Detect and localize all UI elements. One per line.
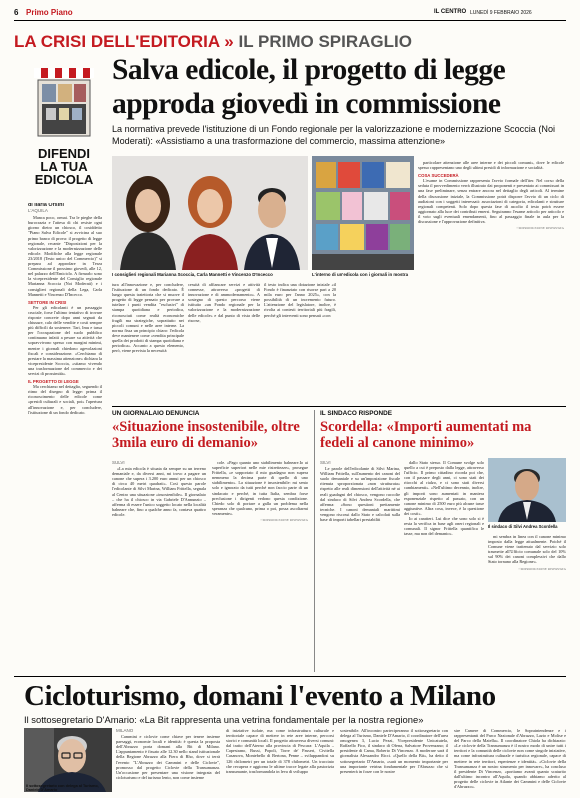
main-article-col-4: il testo indica una dotazione iniziale «il Fondo è finanziato con risorse pari a 20 mila euro per l'anno 2025», con la possibilità di un incremento futuro. L'attenzione del legislatore, inoltre, è rivolta ai contesti territoriali più fragili, perché gli interventi sono pensati «con bbox=[264, 282, 336, 318]
sindaco-credit: ©RIPRODUZIONE RISERVATA bbox=[518, 566, 566, 571]
newsstand-photo-caption: L'interno di un'edicola con i giornali in mostra bbox=[312, 272, 409, 277]
newsstand-interior-photo bbox=[312, 156, 414, 270]
kicker-left: LA CRISI DELL'EDITORIA bbox=[14, 32, 220, 51]
kicker bbox=[14, 32, 566, 52]
denuncia-dateline: SULVI bbox=[112, 460, 125, 465]
denuncia-col-a bbox=[112, 460, 206, 672]
newspaper-name: IL CENTRO bbox=[434, 9, 467, 15]
sindaco-paragraph-b: dallo Stato stesso. Il Comune svolge solo quello a cui è preposto dalla legge, attraverso l'ufficio. Il primo cittadino ricorda poi che, con il passare degli anni, ci sono stati dei ritocchi al rialzo, e ci sono stati diversi cambiamenti». «Nell'ultimo decennio, inoltre, gli importi sono aumentati in maniera esponenziale rispetto al passato, con un canone minimo di 2500 euro più alcune tasse aggiuntive. Altra cosa, invece, è la questione dei costi». bbox=[404, 460, 484, 516]
cicloturismo-subhead: Il sottosegretario D'Amario: «La Bit rappresenta una vetrina fondamentale per la nostra regione» bbox=[24, 714, 424, 725]
councillors-photo-caption: I consiglieri regionali Marianna Scoccia, Carla Mannetti e Vincenzo D'Incecco bbox=[112, 272, 273, 277]
sindaco-headline: Scordella: «Importi aumentati ma fedeli al canone minimo» bbox=[320, 419, 532, 451]
page-number: 6 bbox=[14, 8, 19, 17]
main-article-col-5 bbox=[418, 160, 564, 400]
col-5-paragraph-1: particolare attenzione alle aree interne e dei piccoli comuni», dove le edicole spesso rappresentano uno degli ultimi presidi di informazione e socialità. bbox=[418, 160, 564, 171]
badge-line-1: DIFENDI bbox=[38, 146, 90, 161]
cicloturismo-col-c: sostenibile. All'incontro parteciperanno il sottosegretario con delega al Turismo, Daniele D'Amario, il coordinatore dell'area omogenea 3, Lucio Pezzi, Vicepresidente Unicatutela, Raffaello Fico, il sindaco di Ofena, Salvatore Provenzano; il presidente di Cama, Roberto Di Vincenzo. A moderare sarà il giornalista Alessandro Ricci. «Quello della Bit», ha detto il sottosegretario D'Amario, «sarà un momento importante per una importante vetrina fondamentale per l'Abruzzo che si presenterà in forze con le nostre bbox=[340, 728, 448, 774]
denuncia-col-b bbox=[212, 460, 308, 672]
main-article-col-1 bbox=[28, 203, 102, 673]
newsstand-icon bbox=[28, 58, 100, 140]
sindaco-kicker: IL SINDACO RISPONDE bbox=[320, 410, 392, 417]
vertical-rule bbox=[314, 410, 315, 672]
mid-rule bbox=[112, 406, 566, 407]
councillors-photo bbox=[112, 156, 308, 270]
main-article-col-2: tura all'innovazione e, per concludere, l'istituzione di un fondo dedicato. È lungo questa traiettoria che si muove il progetto di legge pensato per provare a tutelare i punti vendita "esclusivi" di stampa quotidiana e periodica, riconosciuti come realtà economiche fragili ma strategiche, soprattutto nei piccoli comuni e nelle aree interne. La norma fissa un principio chiaro: l'edicola deve mantenere come «vendita principale quella dei prodotti di stampa quotidiana e periodica». Accanto a questo elemento, però, viene prevista la necessità bbox=[112, 282, 184, 354]
section-name: Primo Piano bbox=[26, 8, 73, 17]
sindaco-dateline: SILVI bbox=[320, 460, 331, 465]
badge-line-3: EDICOLA bbox=[34, 172, 94, 187]
denuncia-headline: «Situazione insostenibile, oltre 3mila euro di demanio» bbox=[112, 419, 300, 451]
damario-photo bbox=[24, 728, 112, 792]
kicker-separator: » bbox=[224, 32, 234, 51]
cicloturismo-paragraph-a: Cammini e ciclovie come chiave per tenere insieme paesaggi, economie locali e identità: è questa la proposta dell'Abruzzo porta domani alla Bit di Milano. L'appuntamento è fissato alle 12.30 nello stand istituzionale della Regione Abruzzo alla Fiera di Rho, dove si terrà l'evento "L'Abruzzo dei Cammini e delle Ciclovie", promosso dal progetto Ciclovie della Transumanza. Un'occasione per presentare una visione integrata del cicloturismo e del turismo lento, non come insieme bbox=[116, 734, 220, 780]
col-1-section-label: SETTORE IN CRISI bbox=[28, 299, 67, 305]
byline: di Ilaria Orsini bbox=[28, 203, 64, 208]
col-1-paragraph-2: Per gli edicolanti è un passaggio cruciale, forse l'ultimo tentativo di trovare risposte concrete dopo anni segnati da chiusure, calo delle vendite e costi sempre più difficili da sostenere. Tari, Imu e tassa per l'occupazione del suolo pubblico continuano infatti a pesare su attività che sopravvivono spesso con margini minimi, mentre i giornali chiedono agevolazioni fiscali e considerazione. «Cerchiamo di prestare la massima attenzione» dichiara la vicepresidente Scoccia, «stiamo vivendo una trasformazione del commercio e dei servizi di prossimità». bbox=[28, 304, 102, 376]
denuncia-paragraph-b: cole. «Pago quanto uno stabilimento balneare.Io ai superficie superiori nelle mie ristrettezze», prosegue Frittella, «e sopportato il mio guadagno non supera nemmeno la decima parte di quello di uno stabilimento». La situazione è insostenibile: mi sento solo e ignorato da tutti perché non faccio parte di un sindacato e perché, in tutta Italia, sembra forse preclusione i dirigenti vedono questa condizione. Chiedo solo di portare a galla un problema nella speranza che qualcuno, prima o poi, possa ascoltarmi veramente». bbox=[212, 460, 308, 516]
mayor-photo bbox=[488, 458, 566, 522]
sindaco-col-b bbox=[404, 460, 484, 672]
issue-date: LUNEDÌ 9 FEBBRAIO 2026 bbox=[470, 9, 532, 16]
kicker-right: IL PRIMO SPIRAGLIO bbox=[238, 32, 412, 51]
denuncia-paragraph-a: «La mia edicola è situata da sempre su un terreno demaniale e, da diversi anni, mi trovo a pagare un canone che supera i 3.200 euro annui per un chiosco di circa 40 metri quadrati». Così questo parole l'edicolante di Silvi Marina, William Frittella, segnala al Centro una situazione «insostenibile». Il giornalaio – che ha il chiosco in via Gabriele D'Annunzio – afferma di essere l'unico soggetto locato nella località balneare che, fino a qualche anno fa, contava quattro edicole. bbox=[112, 466, 206, 517]
cicloturismo-col-b: di iniziative isolate, ma come infrastruttura culturale e territoriale capace di mettere in rete aree interne, percorsi storici e comunità locali. Il progetto attraversa diversi comuni: dal tratto dell'Aterno alla provincia di Pescara: L'Aquila – Capestrano, Bussi, Popoli, Torre de' Passeri, Civitella Casanova, Montebello di Bertona, Penne – sviluppandosi su 126 chilometri per un totale di 378 chilometri. Un tracciato che recupera e aggiorna le ultime tracce legate alla pastorizia transumante, trasformandola in leva di sviluppo bbox=[226, 728, 334, 774]
mayor-photo-caption: Il sindaco di Silvi Andrea Scordella bbox=[488, 524, 558, 529]
col-1-section-label-2: IL PROGETTO DI LEGGE bbox=[28, 379, 79, 385]
badge-line-2: LA TUA bbox=[40, 159, 88, 174]
main-headline-1: Salva edicole, il progetto di legge bbox=[112, 54, 506, 86]
sindaco-paragraph-c: Io ai caratteri. Lui dice che sono solo si è resta la verifica in base agli oneri regionali e comunali. Il signor Frittella quantifica le tasse, ma non del demanio». bbox=[404, 516, 484, 537]
cicloturismo-dateline: MILANO bbox=[116, 728, 134, 733]
denuncia-credit: ©RIPRODUZIONE RISERVATA bbox=[260, 518, 308, 523]
denuncia-kicker: UN GIORNALAIO DENUNCIA bbox=[112, 410, 200, 417]
cicloturismo-col-d: stre Camere di Commercio, le Sopraintendenze e i rappresentanti del Parco Nazionale d'Abruzzo, Lazio e Molise e del Parco della Maiella». Il coordinatore Chiola ha dichiarato: «Le ciclovie della Transumanza è il nostro modo di unire tutti i territori e la comunità delle ciclovie non come singole iniziative, ma come infrastruttura culturale e turistica regionale, capace di mettere in rete territori, esperienze e identità». «Ciclovie della Transumanza è un nostro strumento per innovare», ha concluso il presidente Di Vincenzo, «portiamo avanti quanto scaturito dall'ultimo incontro all'Aquila, quando abbiamo aderito al progetto delle ciclovie in Atlante dei Cammini e delle Ciclovie d'Abruzzo». bbox=[454, 728, 566, 790]
sindaco-paragraph-a: Le parole dell'edicolante di Silvi Marina, William Frittella, sull'aumento dei canoni del suolo demaniale e su un'imposizione fiscale ritenuta sproporzionata «non strutturata» rispetto alle reali dimensioni dell'attività né ai reali guadagni del chiosco, vengono raccolte dal sindaco di Silvi Andrea Scordella, che afferma: «Sono questioni prettamente tecniche. I canoni demaniali marittimi vengono riscossi dallo Stato e calcolati sulla base di importi tabellari prestabiliti bbox=[320, 466, 400, 523]
main-article-col-3: cessità di affiancare servizi e attività connesse, attraverso «progetti di innovazione e di ammodernamento». A sostegno di questo percorso viene istituito «un Fondo regionale per la valorizzazione e la modernizzazione delle edicole» e dal punto di vista delle risorse, bbox=[188, 282, 260, 323]
sindaco-col-d bbox=[488, 534, 566, 672]
dateline: L'AQUILA bbox=[28, 208, 48, 214]
damario-photo-caption: Il sottosegretario con delega al Turismo, Daniele D'Amario bbox=[26, 784, 99, 792]
col-1-paragraph-1: Manca poco, ormai. Tra le pieghe della burocrazia e l'attesa di chi resiste ogni giorno dietro un chiosco, il cosiddetto "Piano Salva Edicole" si avvicina al suo primo banco di prova: il progetto di legge regionale, recante "Disposizioni per la valorizzazione e la modernizzazione delle edicole. Modifiche alla legge regionale 23/2018 (Testo unico del Commercio)" si prepara ad approdare in Terza Commissione il prossimo giovedì, alle 12, nel palazzo dell'Emiciclo. A firmarlo sono la vicepresidente del Consiglio regionale Marianna Scoccia (Noi Moderati) e i consiglieri regionali della Lega, Carla Mannetti e Vincenzo D'Incecco. bbox=[28, 215, 102, 297]
cicloturismo-headline: Cicloturismo, domani l'evento a Milano bbox=[24, 680, 496, 712]
header-rule bbox=[14, 20, 566, 21]
sindaco-col-a bbox=[320, 460, 400, 672]
col-5-paragraph-2: L'esame in Commissione rappresenta l'avvio formale dell'iter. Nel corso della seduta il provvedimento verrà illustrato dai proponenti e presentato ai commissari in una fase preliminare, senza entrare ancora nel dettaglio degli articoli. Al termine della discussione iniziale, la Commissione potrà disporre l'avvio di un ciclo di audizioni con i soggetti interessati: associazioni di categoria, edicolanti e strutture regionali competenti. Solo dopo questa fase di ascolto il testo potrà essere aggiornato alla luce dei contributi emersi. Seguiranno l'esame articolo per articolo e il voto sugli eventuali emendamenti, fino al passaggio finale in aula per la discussione e l'approvazione definitiva. bbox=[418, 178, 564, 225]
main-headline-2: approda giovedì in commissione bbox=[112, 88, 501, 120]
main-subhead: La normativa prevede l'istituzione di un Fondo regionale per la valorizzazione e modernizzazione Scoccia (Noi Moderati): «Assistiamo a una trasformazione del commercio, massima attenzione» bbox=[112, 124, 556, 146]
col-1-paragraph-3: Ma cerchiamo nel dettaglio, seguendo il ritmo del disegno di legge: prima il riconoscimento delle edicole come «presidi culturali e sociali, poi» l'apertura all'innovazione e, per concludere, l'istituzione di un fondo dedicato. bbox=[28, 384, 102, 415]
page-header bbox=[14, 8, 566, 20]
col-5-credit: ©RIPRODUZIONE RISERVATA bbox=[516, 226, 564, 231]
cicloturismo-col-a bbox=[116, 728, 220, 794]
edicola-badge bbox=[28, 58, 100, 198]
bottom-section-rule bbox=[14, 676, 566, 677]
col-5-section-label: COSA SUCCEDERÀ bbox=[418, 173, 459, 179]
sindaco-paragraph-d: mi sembra in linea con il canone minimo imposto dalla legge attualmente. Poiché il Comune viene trattenuto dal servizio solo trasmette all'Ufficio comunale solo del 10% sul 90% dei canoni complessivi che dallo Stato tornano alla Regione». bbox=[488, 534, 566, 565]
